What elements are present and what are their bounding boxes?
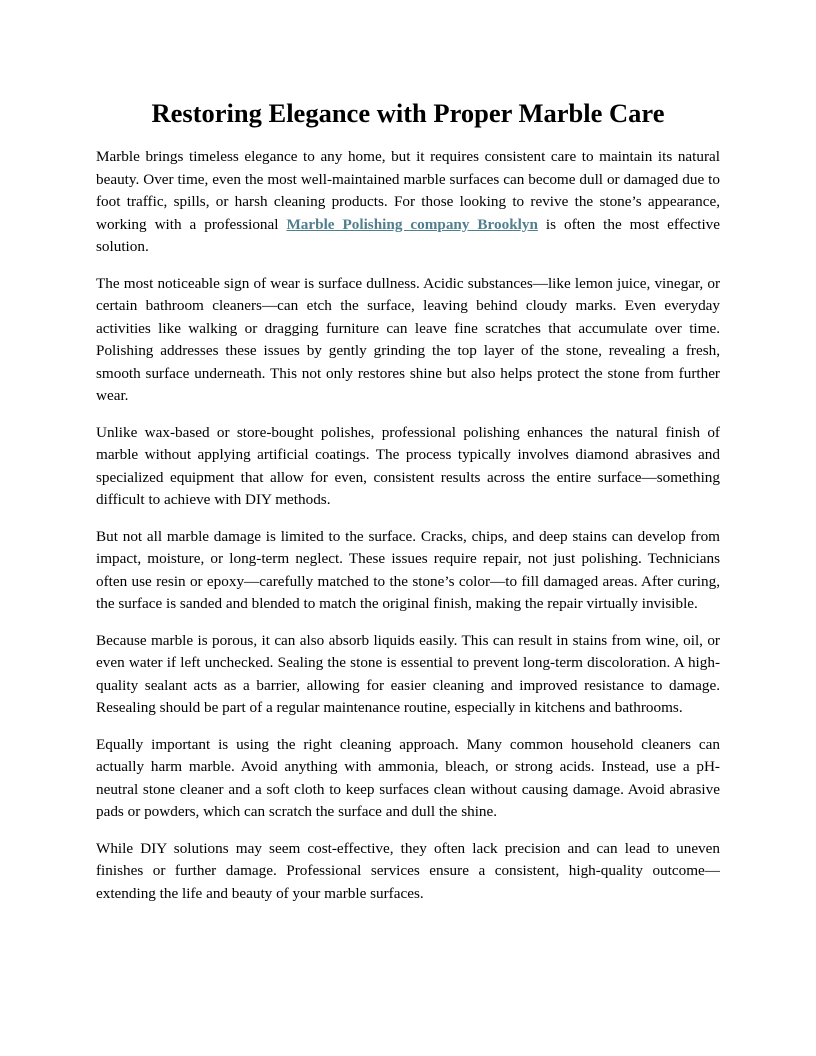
paragraph-intro [96, 146, 720, 259]
paragraph-intro-text-before: Marble brings timeless elegance to any home, but it requires consistent care to maintain its natural beauty. Over time, even the most well-maintained marble surfaces can become dull or damaged due to foot traffic, spills, or harsh cleaning products. For those looking to revive the stone’s appearance, working with a professional [96, 148, 720, 233]
paragraph-professional-polishing: Unlike wax-based or store-bought polishes, professional polishing enhances the natural finish of marble without applying artificial coatings. The process typically involves diamond abrasives and specialized equipment that allow for even, consistent results across the entire surface—something difficult to achieve with DIY methods. [96, 423, 720, 508]
paragraph-sealing: Because marble is porous, it can also absorb liquids easily. This can result in stains from wine, oil, or even water if left unchecked. Sealing the stone is essential to prevent long-term discoloration. A high-quality sealant acts as a barrier, allowing for easier cleaning and improved resistance to damage. Resealing should be part of a regular maintenance routine, especially in kitchens and bathrooms. [96, 631, 720, 716]
document-page [96, 96, 720, 919]
paragraph-conclusion: While DIY solutions may seem cost-effective, they often lack precision and can lead to uneven finishes or further damage. Professional services ensure a consistent, high-quality outcome—extending the life and beauty of your marble surfaces. [96, 839, 720, 902]
paragraph-intro-text-after: is often the most effective solution. [96, 215, 721, 255]
marble-polishing-link[interactable]: Marble Polishing company Brooklyn [286, 215, 538, 233]
paragraph-damage-repair: But not all marble damage is limited to the surface. Cracks, chips, and deep stains can develop from impact, moisture, or long-term neglect. These issues require repair, not just polishing. Technicians often use resin or epoxy—carefully matched to the stone’s color—to fill damaged areas. After curing, the surface is sanded and blended to match the original finish, making the repair virtually invisible. [96, 527, 720, 612]
paragraph-surface-dullness: The most noticeable sign of wear is surface dullness. Acidic substances—like lemon juice, vinegar, or certain bathroom cleaners—can etch the surface, leaving behind cloudy marks. Even everyday activities like walking or dragging furniture can leave fine scratches that accumulate over time. Polishing addresses these issues by gently grinding the top layer of the stone, revealing a fresh, smooth surface underneath. This not only restores shine but also helps protect the stone from further wear. [96, 274, 720, 404]
paragraph-cleaning-approach: Equally important is using the right cleaning approach. Many common household cleaners can actually harm marble. Avoid anything with ammonia, bleach, or strong acids. Instead, use a pH-neutral stone cleaner and a soft cloth to keep surfaces clean without causing damage. Avoid abrasive pads or powders, which can scratch the surface and dull the shine. [96, 735, 720, 820]
page-title: Restoring Elegance with Proper Marble Care [151, 98, 665, 128]
